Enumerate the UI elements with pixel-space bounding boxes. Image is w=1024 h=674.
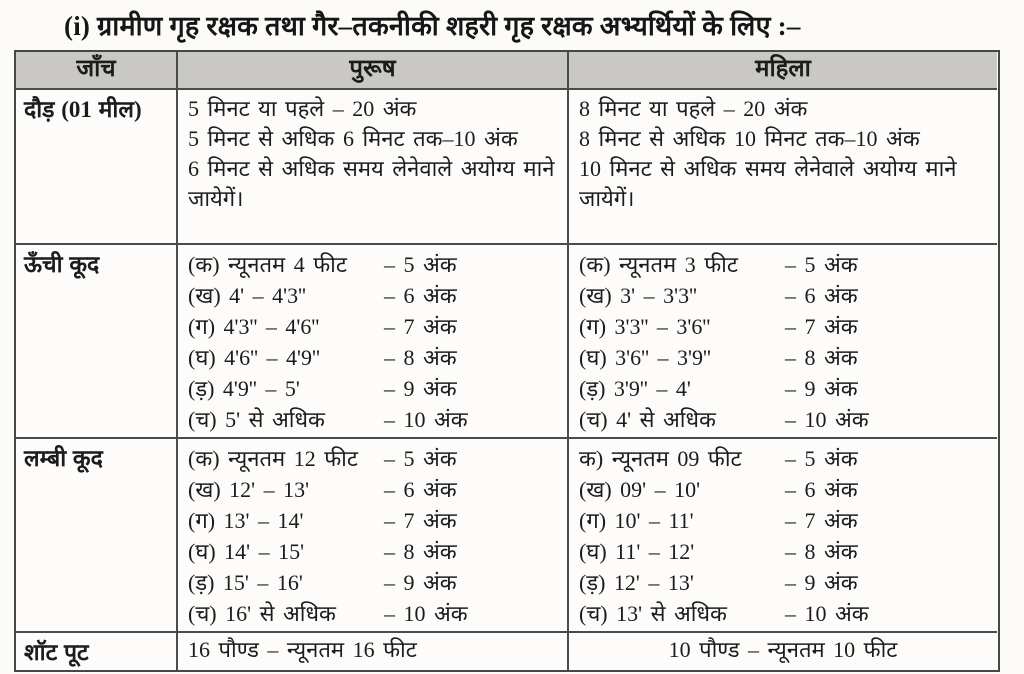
score-marks: – 7 अंक <box>384 314 457 339</box>
score-line <box>188 567 557 598</box>
score-line <box>188 443 557 474</box>
score-range: (घ) 3'6'' – 3'9'' <box>579 345 711 370</box>
score-line <box>188 474 557 505</box>
score-range: (ख) 12' – 13' <box>188 477 310 502</box>
score-line <box>579 505 987 536</box>
criteria-table <box>14 50 1000 672</box>
score-line <box>579 567 987 598</box>
score-line <box>188 373 557 404</box>
score-line: 5 मिनट या पहले – 20 अंक <box>188 96 417 121</box>
score-line <box>188 342 557 373</box>
score-range: (ड़) 15' – 16' <box>188 570 303 595</box>
score-line <box>579 443 987 474</box>
score-marks: – 6 अंक <box>384 477 457 502</box>
score-marks: – 10 अंक <box>785 601 869 626</box>
score-marks: – 8 अंक <box>785 539 858 564</box>
score-line <box>579 474 987 505</box>
score-line: 8 मिनट या पहले – 20 अंक <box>579 96 808 121</box>
score-marks: – 9 अंक <box>384 570 457 595</box>
score-marks: – 6 अंक <box>384 283 457 308</box>
score-range: (क) न्यूनतम 3 फीट <box>579 252 738 277</box>
score-range: (ग) 3'3'' – 3'6'' <box>579 314 711 339</box>
score-range: (ख) 3' – 3'3'' <box>579 283 698 308</box>
score-marks: – 10 अंक <box>384 407 468 432</box>
score-line <box>579 598 987 629</box>
score-marks: – 10 अंक <box>785 407 869 432</box>
long-jump-female-cell <box>569 439 997 633</box>
score-line <box>188 311 557 342</box>
score-marks: – 9 अंक <box>384 376 457 401</box>
score-marks: – 5 अंक <box>384 252 457 277</box>
score-line: 8 मिनट से अधिक 10 मिनट तक–10 अंक <box>579 126 920 151</box>
score-marks: – 5 अंक <box>785 252 858 277</box>
score-marks: – 10 अंक <box>384 601 468 626</box>
row-header-high-jump: ऊँची कूद <box>16 245 178 439</box>
score-range: (घ) 14' – 15' <box>188 539 305 564</box>
score-range: (ख) 09' – 10' <box>579 477 701 502</box>
score-line: 6 मिनट से अधिक समय लेनेवाले अयोग्य माने जायेगें। <box>188 156 555 211</box>
race-male-cell <box>178 90 569 245</box>
score-range: (च) 4' से अधिक <box>579 407 716 432</box>
score-marks: – 8 अंक <box>384 345 457 370</box>
score-line <box>579 404 987 435</box>
score-range: (ड़) 3'9'' – 4' <box>579 376 691 401</box>
score-range: (ग) 10' – 11' <box>579 508 694 533</box>
score-marks: – 6 अंक <box>785 477 858 502</box>
score-line <box>188 536 557 567</box>
score-range: (क) न्यूनतम 4 फीट <box>188 252 347 277</box>
row-header-shot-put: शॉट पूट <box>16 633 178 670</box>
score-marks: – 7 अंक <box>785 508 858 533</box>
score-range: (ड़) 4'9'' – 5' <box>188 376 300 401</box>
score-line <box>188 249 557 280</box>
score-line <box>188 280 557 311</box>
score-line <box>579 373 987 404</box>
column-header-test: जाँच <box>16 52 178 90</box>
score-line <box>188 598 557 629</box>
score-marks: – 8 अंक <box>384 539 457 564</box>
score-line <box>579 342 987 373</box>
score-range: क) न्यूनतम 09 फीट <box>579 446 742 471</box>
score-marks: – 7 अंक <box>384 508 457 533</box>
column-header-male: पुरूष <box>178 52 569 90</box>
score-marks: – 5 अंक <box>384 446 457 471</box>
score-line: 10 पौण्ड – न्यूनतम 10 फीट <box>668 637 898 662</box>
score-range: (घ) 4'6'' – 4'9'' <box>188 345 320 370</box>
score-range: (क) न्यूनतम 12 फीट <box>188 446 358 471</box>
score-range: (ग) 4'3'' – 4'6'' <box>188 314 320 339</box>
long-jump-male-cell <box>178 439 569 633</box>
score-marks: – 9 अंक <box>785 376 858 401</box>
score-range: (ड़) 12' – 13' <box>579 570 694 595</box>
score-line: 10 मिनट से अधिक समय लेनेवाले अयोग्य माने जायेगें। <box>579 156 957 211</box>
score-range: (च) 5' से अधिक <box>188 407 325 432</box>
score-line <box>579 536 987 567</box>
score-marks: – 6 अंक <box>785 283 858 308</box>
score-range: (ख) 4' – 4'3'' <box>188 283 307 308</box>
score-line: 16 पौण्ड – न्यूनतम 16 फीट <box>188 637 417 662</box>
score-line <box>579 311 987 342</box>
score-range: (च) 13' से अधिक <box>579 601 727 626</box>
column-header-female: महिला <box>569 52 997 90</box>
score-line <box>579 249 987 280</box>
score-line <box>188 505 557 536</box>
score-line <box>188 404 557 435</box>
score-marks: – 7 अंक <box>785 314 858 339</box>
score-range: (च) 16' से अधिक <box>188 601 336 626</box>
score-range: (घ) 11' – 12' <box>579 539 695 564</box>
high-jump-male-cell <box>178 245 569 439</box>
row-header-race: दौड़ (01 मील) <box>16 90 178 245</box>
score-marks: – 8 अंक <box>785 345 858 370</box>
high-jump-female-cell <box>569 245 997 439</box>
shot-put-female-cell <box>569 633 997 670</box>
score-range: (ग) 13' – 14' <box>188 508 304 533</box>
score-marks: – 5 अंक <box>785 446 858 471</box>
race-female-cell <box>569 90 997 245</box>
score-line: 5 मिनट से अधिक 6 मिनट तक–10 अंक <box>188 126 518 151</box>
score-line <box>579 280 987 311</box>
row-header-long-jump: लम्बी कूद <box>16 439 178 633</box>
page-title: (i) ग्रामीण गृह रक्षक तथा गैर–तकनीकी शहरी गृह रक्षक अभ्यर्थियों के लिए :– <box>64 11 801 41</box>
shot-put-male-cell <box>178 633 569 670</box>
score-marks: – 9 अंक <box>785 570 858 595</box>
